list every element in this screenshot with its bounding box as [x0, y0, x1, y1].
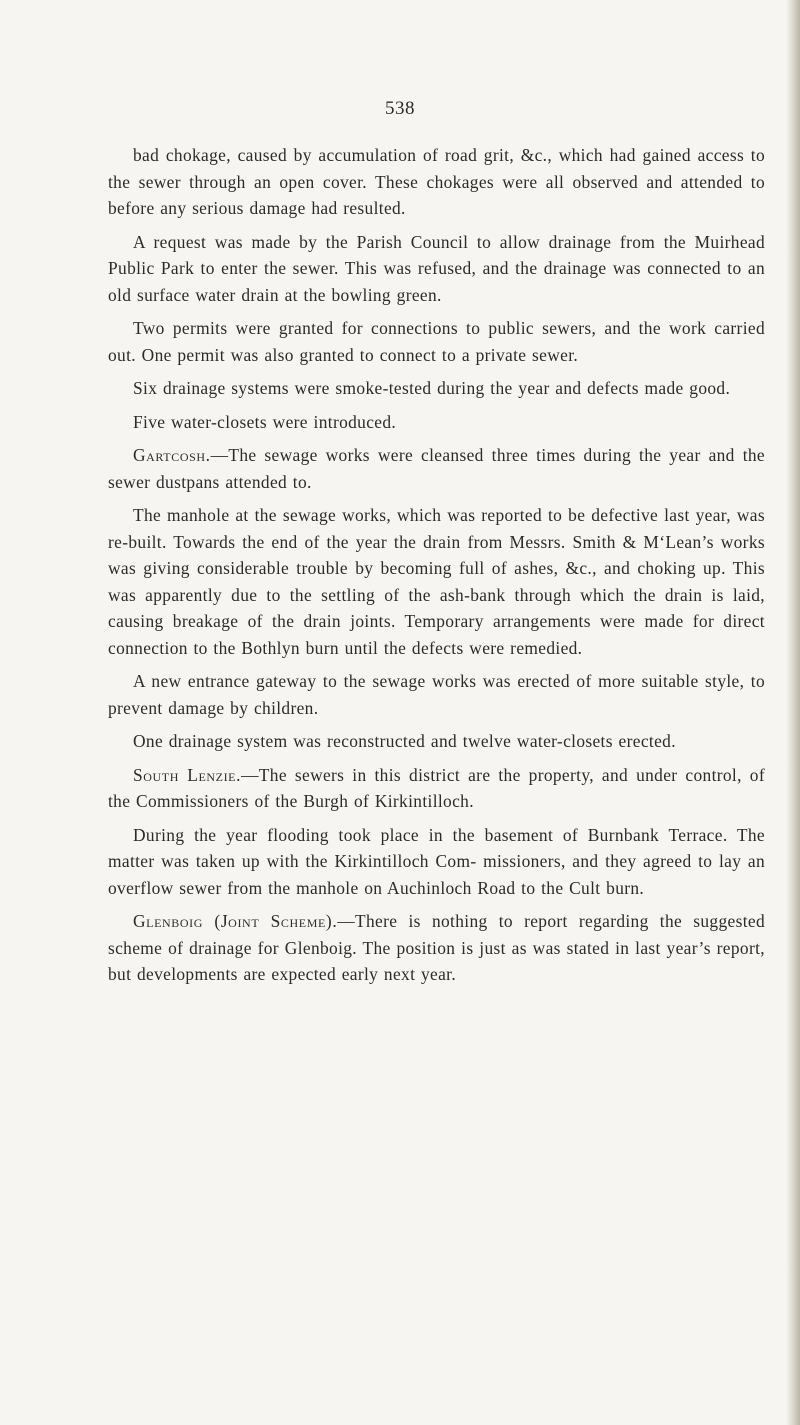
paragraph-text: bad chokage, caused by accumulation of road grit, &c., which had gained access to the sewer through an open cover. These chokages were all observed and attended to before any serious damage had resulted. — [108, 145, 765, 218]
page-number: 538 — [385, 98, 415, 119]
paragraph-permits — [108, 315, 765, 368]
paragraph-text: Five water-closets were introduced. — [133, 411, 397, 432]
paragraph-text: During the year flooding took place in the basement of Burnbank Terrace. The matter was taken up with the Kirkintilloch Com- missioners, and they agreed to lay an overflow sewer from the manhole on Auchinloch Road to the Cult burn. — [108, 824, 765, 898]
paragraph-chokage-continued — [108, 142, 765, 222]
report-body — [108, 142, 765, 995]
section-heading-gartcosh: Gartcosh. — [133, 445, 211, 465]
paragraph-text: The manhole at the sewage works, which was reported to be defective last year, was re-built. Towards the end of the year the drain from Messrs. Smith & M‘Lean’s works was giving considerable trouble by becoming full of ashes, &c., and choking up. This was apparently due to the settling of the ash-bank through which the drain is laid, causing breakage of the drain joints. Temporary arrangements were made for direct connection to the Bothlyn burn until the defects were remedied. — [108, 505, 765, 658]
section-heading-glenboig: Glenboig (Joint Scheme). — [133, 911, 338, 931]
paragraph-gateway — [108, 668, 765, 721]
paragraph-gartcosh — [108, 442, 765, 495]
paragraph-text: A request was made by the Parish Council to allow drainage from the Muirhead Public Park to enter the sewer. This was refused, and the drainage was connected to an old surface water drain at the bowling green. — [108, 231, 765, 305]
paragraph-text: One drainage system was reconstructed and twelve water-closets erected. — [133, 731, 676, 751]
paragraph-text: —The sewage works were cleansed three times during the year and the sewer dustpans attended to. — [108, 445, 765, 492]
paragraph-glenboig — [108, 908, 765, 988]
paragraph-muirhead-park — [108, 229, 765, 309]
paragraph-water-closets — [108, 409, 765, 436]
paragraph-text: Two permits were granted for connections to public sewers, and the work carried out. One permit was also granted to connect to a private sewer. — [108, 318, 765, 365]
paragraph-text: —The sewers in this district are the property, and under control, of the Commissioners of the Burgh of Kirkintilloch. — [108, 764, 765, 811]
paragraph-reconstructed — [108, 728, 765, 755]
paragraph-text: A new entrance gateway to the sewage works was erected of more suitable style, to prevent damage by children. — [108, 671, 765, 718]
paragraph-text: —There is nothing to report regarding the suggested scheme of drainage for Glenboig. The position is just as was stated in last year’s report, but developments are expected early next year. — [108, 911, 766, 984]
paragraph-south-lenzie — [108, 762, 765, 815]
paragraph-smoke-tested — [108, 375, 765, 402]
paragraph-text: Six drainage systems were smoke-tested during the year and defects made good. — [133, 378, 731, 398]
paragraph-flooding — [108, 822, 765, 902]
page-edge-shadow — [786, 0, 800, 1425]
paragraph-manhole — [108, 502, 765, 661]
section-heading-south-lenzie: South Lenzie. — [133, 764, 242, 785]
